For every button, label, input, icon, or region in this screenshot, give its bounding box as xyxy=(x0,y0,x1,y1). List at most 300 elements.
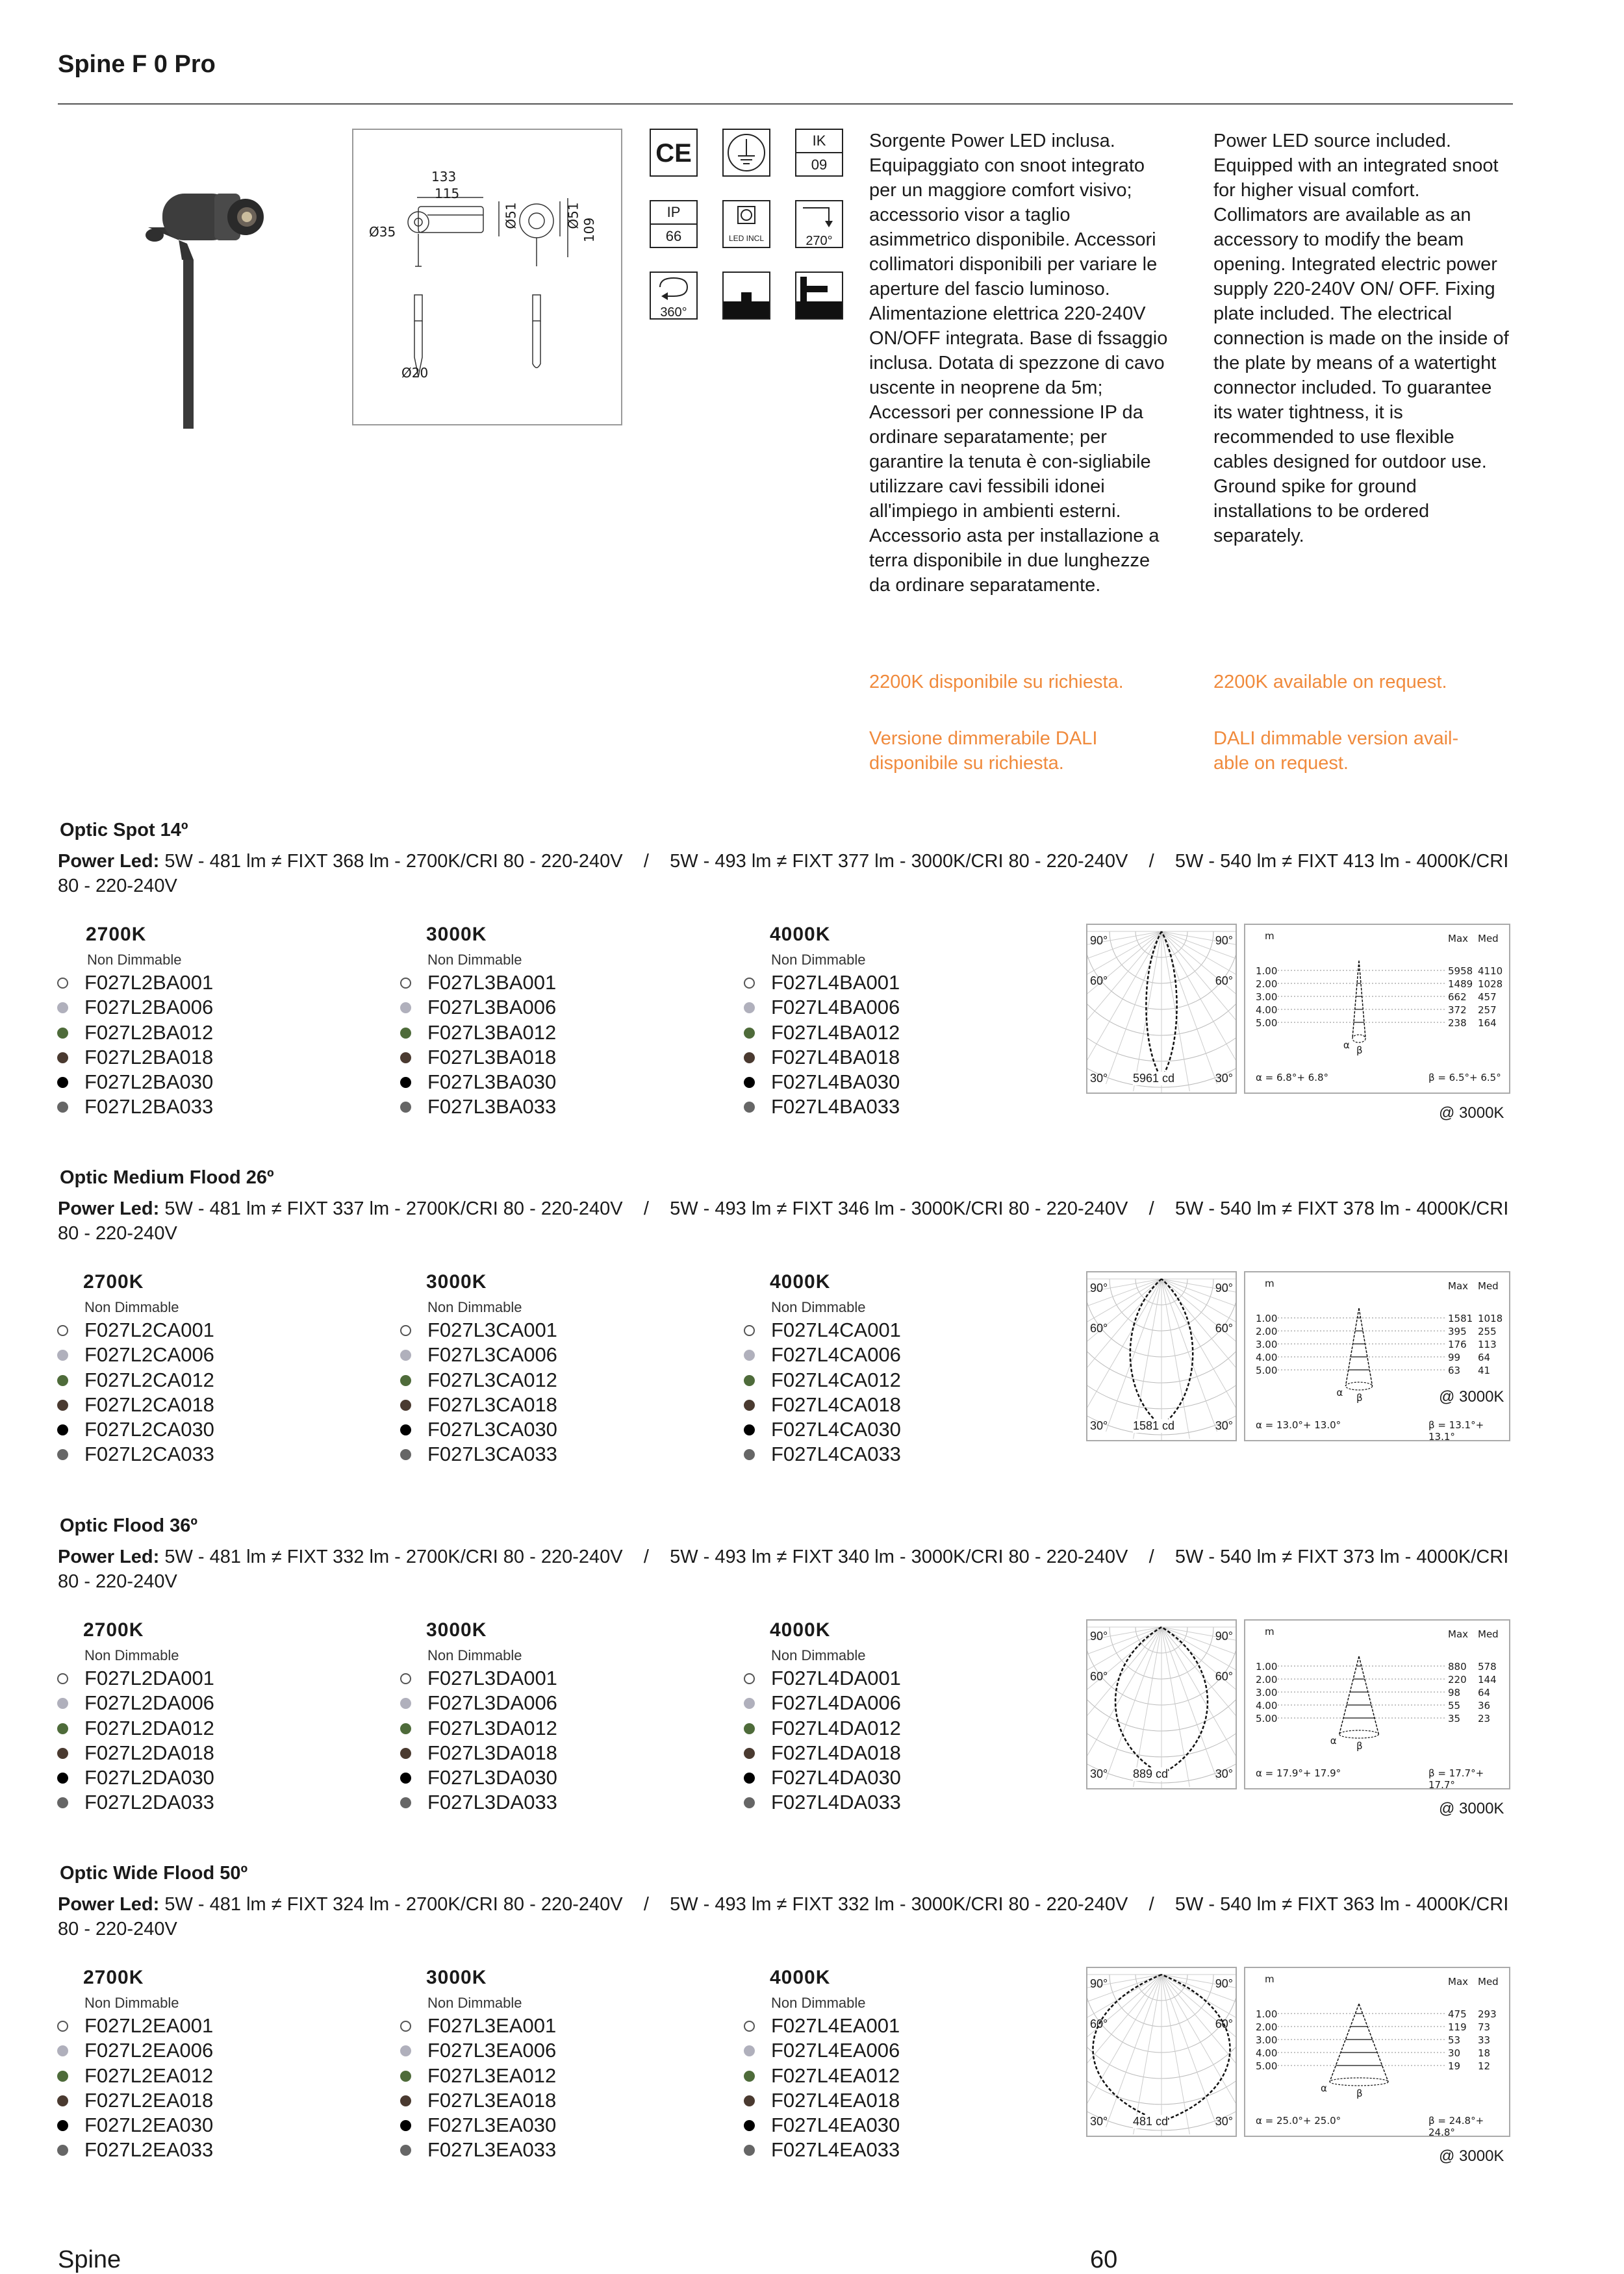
cct-heading: 3000K xyxy=(426,1619,487,1641)
peak-intensity: 1581 cd xyxy=(1133,1419,1175,1432)
cone-med-header: Med xyxy=(1478,1280,1499,1292)
power-led-label: Power Led: xyxy=(58,1198,160,1219)
product-code: F027L2CA030 xyxy=(84,1418,214,1441)
product-code-row xyxy=(57,2113,213,2138)
product-code-list xyxy=(400,1666,557,1815)
product-code: F027L4DA006 xyxy=(771,1691,901,1715)
polar-angle-label: 30° xyxy=(1215,1767,1233,1780)
product-code-row xyxy=(400,1020,556,1045)
product-code: F027L2DA018 xyxy=(84,1741,214,1764)
product-code: F027L2CA006 xyxy=(84,1343,214,1367)
finish-color-swatch xyxy=(744,1424,755,1435)
finish-color-swatch xyxy=(57,1748,68,1759)
finish-color-swatch xyxy=(744,1400,755,1411)
product-code: F027L3BA030 xyxy=(427,1070,557,1094)
polar-angle-label: 60° xyxy=(1215,1670,1233,1683)
product-code-row xyxy=(400,1343,557,1367)
product-code-row xyxy=(57,970,213,995)
dim-133: 133 xyxy=(431,169,457,184)
product-code-list xyxy=(400,970,556,1120)
product-code-row xyxy=(57,1070,213,1094)
cct-heading: 4000K xyxy=(770,924,831,945)
cone-max-value: 1581 xyxy=(1448,1313,1473,1324)
product-code-row xyxy=(744,2088,900,2113)
product-code-row xyxy=(400,2113,556,2138)
power-led-spec xyxy=(58,1196,1513,1246)
cone-max-value: 55 xyxy=(1448,1700,1461,1712)
cone-max-value: 99 xyxy=(1448,1352,1461,1363)
product-code: F027L3BA033 xyxy=(427,1095,557,1118)
finish-color-swatch xyxy=(57,2045,68,2056)
product-code: F027L2EA030 xyxy=(84,2114,214,2137)
illuminance-cone xyxy=(1244,1619,1510,1789)
product-code-row xyxy=(57,1020,213,1045)
polar-angle-label: 90° xyxy=(1215,934,1233,947)
polar-angle-label: 30° xyxy=(1215,2115,1233,2128)
cct-heading: 4000K xyxy=(770,1619,831,1641)
product-code: F027L4EA033 xyxy=(771,2138,900,2162)
product-code-row xyxy=(57,1765,214,1790)
cone-max-value: 98 xyxy=(1448,1687,1461,1699)
cone-m-header: m xyxy=(1265,930,1275,942)
polar-angle-label: 90° xyxy=(1215,1630,1233,1643)
finish-color-swatch xyxy=(57,1350,68,1361)
product-code-row xyxy=(400,1790,557,1815)
cone-max-header: Max xyxy=(1448,1976,1469,1988)
product-code-row xyxy=(400,1666,557,1691)
product-code-list xyxy=(400,2014,556,2163)
finish-color-swatch xyxy=(400,1077,411,1088)
finish-color-swatch xyxy=(744,978,755,989)
product-code-list xyxy=(744,1318,901,1467)
finish-color-swatch xyxy=(57,1698,68,1709)
cone-distance: 4.00 xyxy=(1256,2047,1278,2059)
description-italian: Sorgente Power LED inclusa. Equipaggiato con snoot integrato per un maggiore comfort visivo; accessorio visor a taglio asimmetrico disponibile. Accessori collimatori disponibili per variare le aperture del fascio luminoso. Alimentazione elettrica 220-240V ON/OFF integrata. Base di fssaggio inclusa. Dotata di spezzone di cavo uscente in neoprene da 5m; Accessori per connessione IP da ordinare separatamente; per garantire la tenuta è con-sigliabile utilizzare cavi fessibili idonei all'impiego in ambienti esterni. Accessorio asta per installazione a terra disponibile in due lunghezze da ordinare separatamente. xyxy=(869,131,1168,596)
product-code-row xyxy=(400,2064,556,2088)
product-code-row xyxy=(744,2113,900,2138)
finish-color-swatch xyxy=(400,1424,411,1435)
section-title: Optic Spot 14º xyxy=(60,820,188,840)
power-led-spec xyxy=(58,849,1513,898)
finish-color-swatch xyxy=(57,1400,68,1411)
finish-color-swatch xyxy=(744,2095,755,2106)
cone-med-value: 144 xyxy=(1478,1674,1497,1686)
product-code-row xyxy=(744,1790,901,1815)
cone-med-header: Med xyxy=(1478,1976,1499,1988)
cone-med-header: Med xyxy=(1478,933,1499,944)
finish-color-swatch xyxy=(57,1797,68,1808)
finish-color-swatch xyxy=(744,1102,755,1113)
cone-med-value: 36 xyxy=(1478,1700,1491,1712)
finish-color-swatch xyxy=(744,1723,755,1734)
ik-rating: IK 09 xyxy=(795,129,843,177)
note-2200k-en: 2200K available on request. xyxy=(1213,672,1447,692)
cone-distance: 4.00 xyxy=(1256,1700,1278,1712)
product-code-row xyxy=(57,1741,214,1765)
cct-heading: 2700K xyxy=(86,924,147,945)
cone-distance: 4.00 xyxy=(1256,1352,1278,1363)
product-code-row xyxy=(400,1765,557,1790)
power-led-values: 5W - 481 lm ≠ FIXT 324 lm - 2700K/CRI 80 - 220-240V / 5W - 493 lm ≠ FIXT 332 lm - 3000K/CRI 80 - 220-240V / 5W - 540 lm ≠ FIXT 363 lm - 4000K/CRI 80 - 220-240V xyxy=(58,1894,1514,1939)
cone-max-value: 119 xyxy=(1448,2021,1467,2033)
finish-color-swatch xyxy=(57,1375,68,1386)
product-code: F027L2EA001 xyxy=(84,2014,214,2037)
cone-med-value: 257 xyxy=(1478,1004,1497,1016)
cone-alpha-symbol: α xyxy=(1330,1735,1337,1747)
cone-distance: 5.00 xyxy=(1256,1017,1278,1029)
product-code-row xyxy=(400,2014,556,2038)
finish-color-swatch xyxy=(400,1052,411,1063)
product-code-list xyxy=(57,2014,213,2163)
cone-max-value: 395 xyxy=(1448,1326,1467,1337)
product-code-row xyxy=(744,2064,900,2088)
product-code-row xyxy=(744,1691,901,1715)
polar-angle-label: 60° xyxy=(1215,1322,1233,1335)
product-code-row xyxy=(744,2038,900,2063)
product-code: F027L2CA001 xyxy=(84,1319,214,1341)
finish-color-swatch xyxy=(57,1723,68,1734)
dimming-type: Non Dimmable xyxy=(84,1299,179,1315)
power-led-label: Power Led: xyxy=(58,851,160,872)
finish-color-swatch xyxy=(744,1748,755,1759)
product-code-row xyxy=(57,2014,213,2038)
product-code: F027L2BA001 xyxy=(84,971,214,994)
product-code-row xyxy=(57,2138,213,2162)
finish-color-swatch xyxy=(744,1325,755,1336)
cone-max-value: 53 xyxy=(1448,2034,1461,2046)
product-code: F027L3EA001 xyxy=(427,2014,557,2037)
finish-color-swatch xyxy=(400,1325,411,1336)
finish-color-swatch xyxy=(744,1077,755,1088)
finish-color-swatch xyxy=(744,1773,755,1784)
product-code: F027L4CA001 xyxy=(771,1319,901,1341)
product-code-row xyxy=(400,970,556,995)
dimming-type: Non Dimmable xyxy=(427,1647,522,1663)
section-title: Optic Medium Flood 26º xyxy=(60,1167,274,1188)
finish-color-swatch xyxy=(400,1400,411,1411)
cone-max-header: Max xyxy=(1448,933,1469,944)
product-code-row xyxy=(57,1666,214,1691)
finish-color-swatch xyxy=(57,2071,68,2082)
finish-color-swatch xyxy=(400,1449,411,1460)
product-code-row xyxy=(400,2088,556,2113)
ce-mark-icon: CE xyxy=(650,129,698,177)
cone-distance: 1.00 xyxy=(1256,965,1278,977)
cone-max-header: Max xyxy=(1448,1280,1469,1292)
finish-color-swatch xyxy=(57,2145,68,2156)
finish-color-swatch xyxy=(400,2071,411,2082)
product-code-row xyxy=(400,1716,557,1741)
polar-diagram xyxy=(1086,1619,1237,1789)
cone-med-header: Med xyxy=(1478,1628,1499,1640)
finish-color-swatch xyxy=(400,1028,411,1039)
cone-distance: 2.00 xyxy=(1256,978,1278,990)
product-code-row xyxy=(744,1716,901,1741)
polar-angle-label: 60° xyxy=(1090,974,1108,987)
finish-color-swatch xyxy=(744,1698,755,1709)
cct-heading: 2700K xyxy=(83,1619,144,1641)
polar-diagram xyxy=(1086,1967,1237,2137)
product-code-row xyxy=(400,2038,556,2063)
dim-51a: Ø51 xyxy=(503,202,519,229)
product-code-row xyxy=(57,1417,214,1442)
finish-color-swatch xyxy=(400,1002,411,1013)
finish-color-swatch xyxy=(400,2045,411,2056)
product-code-row xyxy=(400,1741,557,1765)
product-code: F027L2CA033 xyxy=(84,1443,214,1466)
product-code-row xyxy=(744,1020,900,1045)
finish-color-swatch xyxy=(400,1748,411,1759)
reference-cct-note: @ 3000K xyxy=(1439,1388,1504,1406)
power-led-label: Power Led: xyxy=(58,1894,160,1915)
product-code: F027L3DA030 xyxy=(427,1766,557,1789)
reference-cct-note: @ 3000K xyxy=(1439,1800,1504,1817)
product-code: F027L4DA012 xyxy=(771,1716,901,1739)
cone-m-header: m xyxy=(1265,1973,1275,1985)
peak-intensity: 5961 cd xyxy=(1133,1072,1175,1085)
polar-angle-label: 60° xyxy=(1090,1670,1108,1683)
finish-color-swatch xyxy=(57,1773,68,1784)
dimming-type: Non Dimmable xyxy=(771,952,866,968)
product-code: F027L3EA012 xyxy=(427,2064,557,2087)
finish-color-swatch xyxy=(57,2021,68,2032)
power-led-values: 5W - 481 lm ≠ FIXT 337 lm - 2700K/CRI 80 - 220-240V / 5W - 493 lm ≠ FIXT 346 lm - 3000K/CRI 80 - 220-240V / 5W - 540 lm ≠ FIXT 378 lm - 4000K/CRI 80 - 220-240V xyxy=(58,1198,1514,1244)
cone-alpha-angle: α = 13.0°+ 13.0° xyxy=(1256,1419,1341,1431)
product-code: F027L2BA033 xyxy=(84,1095,214,1118)
product-code-row xyxy=(57,2038,213,2063)
polar-angle-label: 90° xyxy=(1090,934,1108,947)
dimming-type: Non Dimmable xyxy=(771,1299,866,1315)
product-code: F027L2DA033 xyxy=(84,1791,214,1814)
product-code-row xyxy=(744,1417,901,1442)
product-code-row xyxy=(57,1790,214,1815)
cone-beta-symbol: β xyxy=(1356,1392,1363,1404)
product-code: F027L4EA006 xyxy=(771,2039,900,2062)
illuminance-cone xyxy=(1244,924,1510,1094)
cone-med-value: 1018 xyxy=(1478,1313,1503,1324)
product-code: F027L2DA001 xyxy=(84,1667,214,1689)
product-code: F027L4CA018 xyxy=(771,1393,901,1416)
cone-med-value: 1028 xyxy=(1478,978,1503,990)
finish-color-swatch xyxy=(744,2045,755,2056)
cone-distance: 3.00 xyxy=(1256,1687,1278,1699)
cone-alpha-symbol: α xyxy=(1343,1039,1350,1051)
finish-color-swatch xyxy=(400,2120,411,2131)
cone-distance: 2.00 xyxy=(1256,2021,1278,2033)
product-code: F027L3EA033 xyxy=(427,2138,557,2162)
product-code: F027L3EA018 xyxy=(427,2088,557,2112)
product-code: F027L4DA030 xyxy=(771,1766,901,1789)
product-code: F027L3CA012 xyxy=(427,1368,557,1391)
cone-max-header: Max xyxy=(1448,1628,1469,1640)
cone-beta-angle: β = 17.7°+ 17.7° xyxy=(1428,1767,1484,1791)
finish-color-swatch xyxy=(744,1052,755,1063)
product-code-list xyxy=(744,970,900,1120)
polar-angle-label: 60° xyxy=(1215,974,1233,987)
cone-med-value: 41 xyxy=(1478,1365,1491,1376)
cone-med-value: 12 xyxy=(1478,2060,1491,2072)
product-code: F027L3DA001 xyxy=(427,1667,557,1689)
dimension-drawing xyxy=(352,129,622,425)
polar-diagram xyxy=(1086,1271,1237,1441)
cone-distance: 2.00 xyxy=(1256,1326,1278,1337)
ground-installation-icon xyxy=(722,272,770,320)
product-code-row xyxy=(744,970,900,995)
polar-angle-label: 90° xyxy=(1215,1282,1233,1295)
cone-max-value: 220 xyxy=(1448,1674,1467,1686)
product-code: F027L2BA006 xyxy=(84,996,214,1019)
power-led-spec xyxy=(58,1892,1513,1941)
finish-color-swatch xyxy=(744,1002,755,1013)
cone-med-value: 113 xyxy=(1478,1339,1497,1350)
dimming-type: Non Dimmable xyxy=(427,1995,522,2011)
product-code: F027L4CA006 xyxy=(771,1343,901,1367)
finish-color-swatch xyxy=(400,1797,411,1808)
product-code: F027L4DA001 xyxy=(771,1667,901,1689)
product-code: F027L4DA033 xyxy=(771,1791,901,1814)
finish-color-swatch xyxy=(400,2145,411,2156)
cone-max-value: 63 xyxy=(1448,1365,1461,1376)
finish-color-swatch xyxy=(57,1424,68,1435)
product-code: F027L4CA033 xyxy=(771,1443,901,1466)
cone-alpha-symbol: α xyxy=(1336,1387,1343,1398)
cone-max-value: 176 xyxy=(1448,1339,1467,1350)
finish-color-swatch xyxy=(400,1102,411,1113)
product-code-row xyxy=(744,2138,900,2162)
cone-alpha-angle: α = 6.8°+ 6.8° xyxy=(1256,1072,1329,1083)
finish-color-swatch xyxy=(400,1673,411,1684)
power-led-values: 5W - 481 lm ≠ FIXT 368 lm - 2700K/CRI 80 - 220-240V / 5W - 493 lm ≠ FIXT 377 lm - 3000K/CRI 80 - 220-240V / 5W - 540 lm ≠ FIXT 413 lm - 4000K/CRI 80 - 220-240V xyxy=(58,851,1514,896)
product-code: F027L3BA001 xyxy=(427,971,557,994)
finish-color-swatch xyxy=(400,1375,411,1386)
product-code-row xyxy=(400,1318,557,1343)
cone-distance: 4.00 xyxy=(1256,1004,1278,1016)
finish-color-swatch xyxy=(57,978,68,989)
polar-angle-label: 30° xyxy=(1090,2115,1108,2128)
product-code: F027L2CA012 xyxy=(84,1368,214,1391)
product-code-row xyxy=(57,1343,214,1367)
finish-color-swatch xyxy=(57,1449,68,1460)
product-code-row xyxy=(744,1368,901,1393)
product-code: F027L3DA018 xyxy=(427,1741,557,1764)
product-code: F027L4BA006 xyxy=(771,996,900,1019)
title-divider xyxy=(58,103,1513,105)
cone-max-value: 238 xyxy=(1448,1017,1467,1029)
product-code-row xyxy=(744,995,900,1020)
cone-alpha-angle: α = 25.0°+ 25.0° xyxy=(1256,2115,1341,2127)
product-code: F027L3BA018 xyxy=(427,1045,557,1068)
rotate-icon: 360° xyxy=(650,272,698,320)
page-title: Spine F 0 Pro xyxy=(58,51,216,78)
finish-color-swatch xyxy=(57,2120,68,2131)
polar-angle-label: 90° xyxy=(1090,1977,1108,1990)
product-code: F027L4BA030 xyxy=(771,1070,900,1094)
product-code-list xyxy=(744,2014,900,2163)
product-code-row xyxy=(400,1393,557,1417)
led-included-icon: LED INCL xyxy=(722,200,770,248)
product-code: F027L3DA033 xyxy=(427,1791,557,1814)
product-code-row xyxy=(400,1442,557,1467)
reference-cct-note: @ 3000K xyxy=(1439,2147,1504,2165)
page-number: 60 xyxy=(1090,2246,1118,2273)
finish-color-swatch xyxy=(57,2095,68,2106)
cone-distance: 5.00 xyxy=(1256,2060,1278,2072)
product-code: F027L3CA006 xyxy=(427,1343,557,1367)
cone-med-value: 164 xyxy=(1478,1017,1497,1029)
finish-color-swatch xyxy=(400,2095,411,2106)
finish-color-swatch xyxy=(744,1797,755,1808)
cct-heading: 2700K xyxy=(83,1967,144,1988)
finish-color-swatch xyxy=(400,978,411,989)
cct-heading: 4000K xyxy=(770,1967,831,1988)
product-code: F027L2BA030 xyxy=(84,1070,214,1094)
product-code-list xyxy=(57,970,213,1120)
dim-51b: Ø51 xyxy=(565,202,581,229)
note-dali-en: DALI dimmable version avail-able on request. xyxy=(1213,728,1459,774)
finish-color-swatch xyxy=(744,2120,755,2131)
ground-icon xyxy=(722,129,770,177)
dimming-type: Non Dimmable xyxy=(771,1647,866,1663)
cone-med-value: 64 xyxy=(1478,1352,1491,1363)
ip-rating: IP 66 xyxy=(650,200,698,248)
dimming-type: Non Dimmable xyxy=(771,1995,866,2011)
product-code: F027L3DA012 xyxy=(427,1716,557,1739)
product-code: F027L3CA001 xyxy=(427,1319,557,1341)
reference-cct-note: @ 3000K xyxy=(1439,1104,1504,1122)
dim-20: Ø20 xyxy=(401,365,429,381)
finish-color-swatch xyxy=(744,1028,755,1039)
peak-intensity: 481 cd xyxy=(1133,2115,1169,2128)
cone-distance: 3.00 xyxy=(1256,991,1278,1003)
cone-distance: 3.00 xyxy=(1256,1339,1278,1350)
product-code: F027L4EA018 xyxy=(771,2088,900,2112)
cone-beta-angle: β = 6.5°+ 6.5° xyxy=(1428,1072,1501,1083)
product-code: F027L2EA033 xyxy=(84,2138,214,2162)
product-code: F027L3EA006 xyxy=(427,2039,557,2062)
finish-color-swatch xyxy=(400,1698,411,1709)
illuminance-cone xyxy=(1244,1271,1510,1441)
product-code-row xyxy=(744,1393,901,1417)
product-code: F027L2BA012 xyxy=(84,1020,214,1044)
cone-beta-angle: β = 24.8°+ 24.8° xyxy=(1428,2115,1484,2138)
product-code-row xyxy=(57,1716,214,1741)
product-code-row xyxy=(400,995,556,1020)
product-code-row xyxy=(744,1765,901,1790)
finish-color-swatch xyxy=(744,2071,755,2082)
dimming-type: Non Dimmable xyxy=(84,1647,179,1663)
footer-brand: Spine xyxy=(58,2246,121,2273)
product-code-row xyxy=(400,1094,556,1119)
cct-heading: 3000K xyxy=(426,1271,487,1293)
finish-color-swatch xyxy=(57,1673,68,1684)
product-code: F027L4BA018 xyxy=(771,1045,900,1068)
cone-max-value: 19 xyxy=(1448,2060,1461,2072)
product-code: F027L2EA006 xyxy=(84,2039,214,2062)
finish-color-swatch xyxy=(57,1077,68,1088)
product-code: F027L3CA018 xyxy=(427,1393,557,1416)
dimming-type: Non Dimmable xyxy=(84,1995,179,2011)
finish-color-swatch xyxy=(744,1375,755,1386)
finish-color-swatch xyxy=(744,2145,755,2156)
product-code-row xyxy=(57,2088,213,2113)
product-code-row xyxy=(57,1691,214,1715)
cct-heading: 2700K xyxy=(83,1271,144,1293)
tilt-icon: 270° xyxy=(795,200,843,248)
product-code-row xyxy=(744,1666,901,1691)
dim-115: 115 xyxy=(435,186,460,201)
product-code: F027L3CA033 xyxy=(427,1443,557,1466)
power-led-values: 5W - 481 lm ≠ FIXT 332 lm - 2700K/CRI 80 - 220-240V / 5W - 493 lm ≠ FIXT 340 lm - 3000K/CRI 80 - 220-240V / 5W - 540 lm ≠ FIXT 373 lm - 4000K/CRI 80 - 220-240V xyxy=(58,1547,1514,1592)
